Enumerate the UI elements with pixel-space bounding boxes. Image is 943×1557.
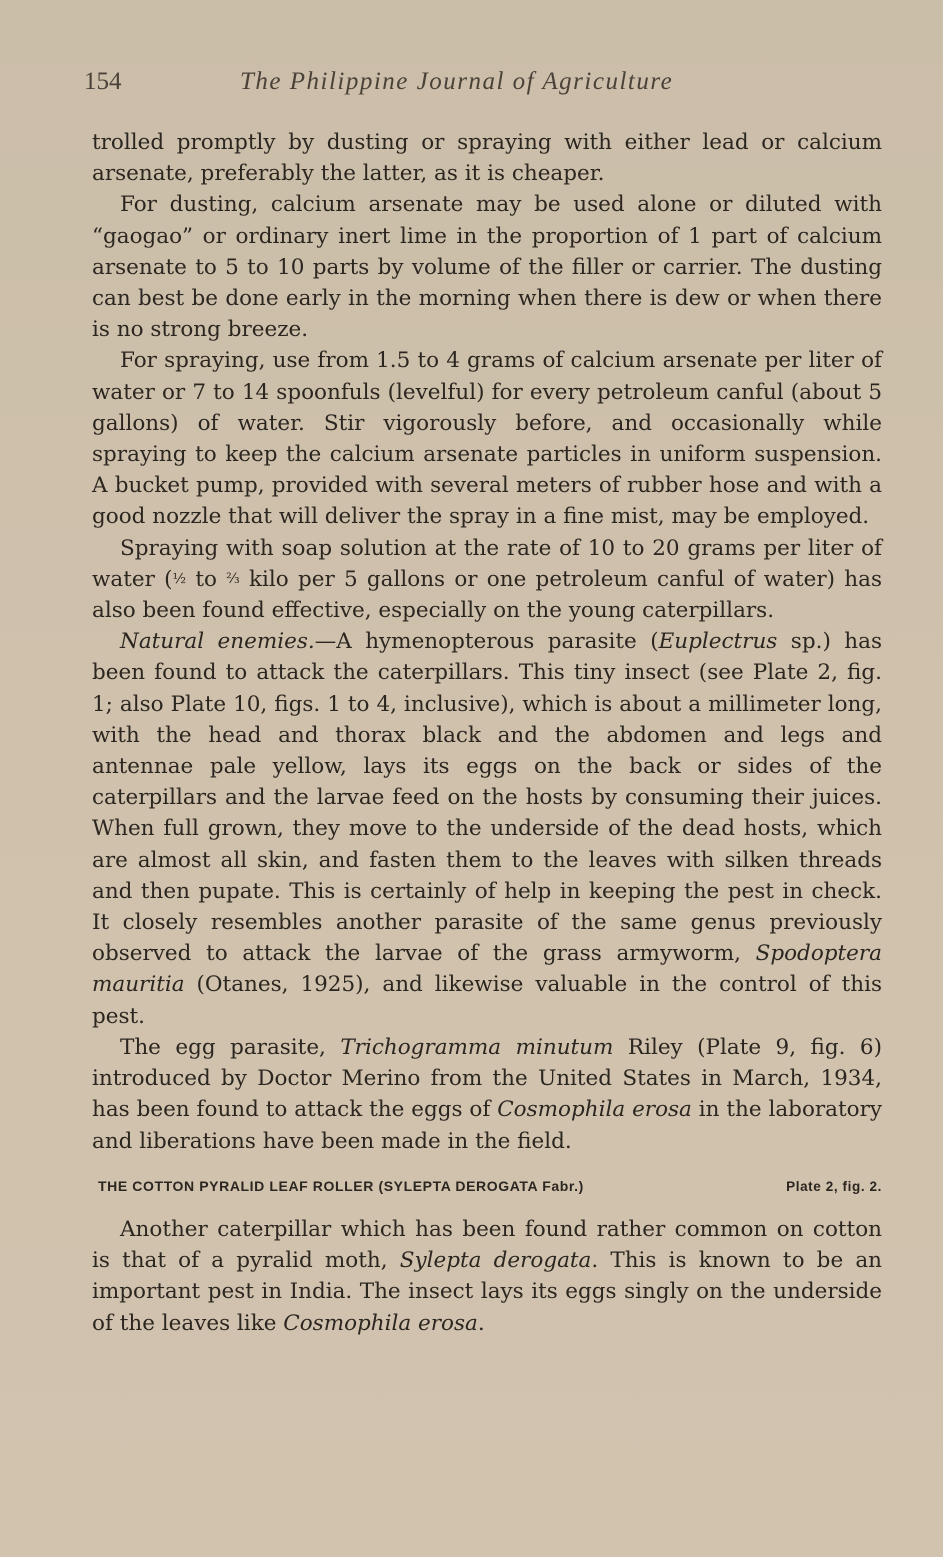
paragraph-spraying: For spraying, use from 1.5 to 4 grams of calcium arsenate per liter of water or 7 to 14 spoonfuls (levelful) for every petroleum canful (about 5 gallons) of water. Stir vigorously before, and occasionally while spraying to keep the calcium arsenate particles in uniform suspension. A bucket pump, provided with several meters of rubber hose and with a good nozzle that will deliver the spray in a fine mist, may be employed. [92, 348, 882, 530]
plate-reference: Plate 2, fig. 2. [786, 1178, 882, 1194]
section-heading [98, 1171, 882, 1202]
paragraph-continued: trolled promptly by dusting or spraying with either lead or calcium arsenate, preferably the latter, as it is cheaper. [92, 130, 882, 187]
paragraph-natural-enemies: Natural enemies.—A hymenopterous parasite (Euplectrus sp.) has been found to attack the caterpillars. This tiny insect (see Plate 2, fig. 1; also Plate 10, figs. 1 to 4, inclusive), which is about a millimeter long, with the head and thorax black and the abdomen and legs and antennae pale yellow, lays its eggs on the back or sides of the caterpillars and the larvae feed on the hosts by consuming their juices. When full grown, they move to the underside of the dead hosts, which are almost all skin, and fasten them to the leaves with silken threads and then pupate. This is certainly of help in keeping the pest in check. It closely resembles another parasite of the same genus previously observed to attack the larvae of the grass armyworm, Spodoptera mauritia (Otanes, 1925), and likewise valuable in the control of this pest. [92, 629, 882, 1029]
species-name: Cosmophila erosa [283, 1310, 478, 1336]
subheading-natural-enemies: Natural enemies. [120, 629, 315, 655]
species-name: Sylepta derogata [399, 1248, 592, 1274]
running-head [84, 68, 884, 104]
section-title: THE COTTON PYRALID LEAF ROLLER (SYLEPTA DEROGATA Fabr.) [98, 1177, 584, 1194]
journal-title: The Philippine Journal of Agriculture [240, 68, 674, 95]
fraction-two-thirds: ⅔ [226, 570, 240, 587]
species-name: Trichogramma minutum [340, 1034, 614, 1060]
paragraph-pyralid: Another caterpillar which has been found rather common on cotton is that of a pyralid moth, Sylepta derogata. This is known to be an important pest in India. The insect lays its eggs singly on the underside of the leaves like Cosmophila erosa. [92, 1216, 882, 1336]
species-name: Euplectrus [658, 629, 778, 655]
species-name: Spodoptera mauritia [92, 941, 882, 998]
fraction-half: ½ [172, 570, 187, 587]
paragraph-soap-solution: Spraying with soap solution at the rate of 10 to 20 grams per liter of water (½ to ⅔ kilo per 5 gallons or one petroleum canful of water) has also been found effective, especially on the young caterpillars. [92, 535, 882, 624]
body-text [92, 127, 882, 1339]
page-number: 154 [84, 68, 122, 95]
species-name: Cosmophila erosa [497, 1097, 692, 1123]
paragraph-egg-parasite: The egg parasite, Trichogramma minutum Riley (Plate 9, fig. 6) introduced by Doctor Merino from the United States in March, 1934, has been found to attack the eggs of Cosmophila erosa in the laboratory and liberations have been made in the field. [92, 1034, 882, 1154]
paragraph-dusting: For dusting, calcium arsenate may be used alone or diluted with “gaogao” or ordinary inert lime in the proportion of 1 part of calcium arsenate to 5 to 10 parts by volume of the filler or carrier. The dusting can best be done early in the morning when there is dew or when there is no strong breeze. [92, 192, 882, 343]
